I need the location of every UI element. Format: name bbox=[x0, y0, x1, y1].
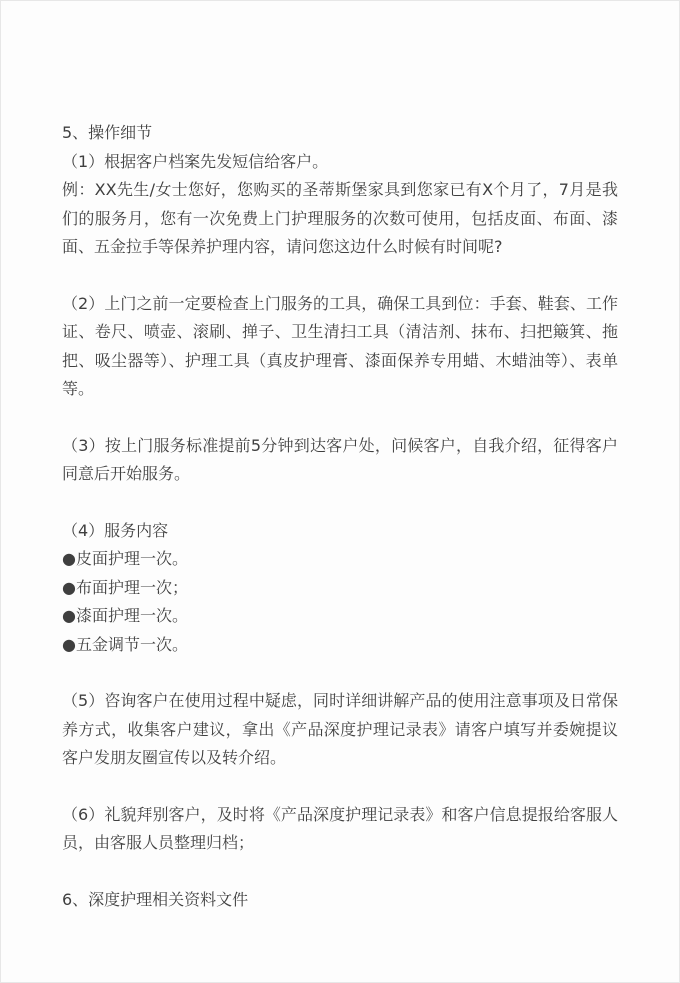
service-item-paint: ●漆面护理一次。 bbox=[62, 606, 188, 625]
step-5-paragraph: （5）咨询客户在使用过程中疑虑，同时详细讲解产品的使用注意事项及日常保养方式，收集客户建议，拿出《产品深度护理记录表》请客户填写并委婉提议客户发朋友圈宣传以及转介绍。 bbox=[62, 691, 618, 767]
step-2-paragraph: （2）上门之前一定要检查上门服务的工具，确保工具到位：手套、鞋套、工作证、卷尺、喷壶、滚刷、掸子、卫生清扫工具（清洁剂、抹布、扫把簸箕、拖把、吸尘器等）、护理工具（真皮护理膏、漆面保养专用蜡、木蜡油等）、表单等。 bbox=[62, 293, 618, 398]
step-3-paragraph: （3）按上门服务标准提前5分钟到达客户处，问候客户，自我介绍，征得客户同意后开始服务。 bbox=[62, 435, 618, 483]
section-heading-5: 5、操作细节 bbox=[62, 123, 153, 142]
section-heading-6: 6、深度护理相关资料文件 bbox=[62, 889, 249, 909]
service-item-fabric: ●布面护理一次； bbox=[62, 577, 188, 597]
service-item-hardware: ●五金调节一次。 bbox=[62, 634, 188, 654]
step-6-paragraph: （6）礼貌拜别客户，及时将《产品深度护理记录表》和客户信息提报给客服人员，由客服人员整理归档； bbox=[62, 804, 618, 852]
sms-example-paragraph: 例：XX先生/女士您好，您购买的圣蒂斯堡家具到您家已有X个月了，7月是我们的服务月，您有一次免费上门护理服务的次数可使用，包括皮面、布面、漆面、五金拉手等保养护理内容，请问您这边什么时候有时间呢? bbox=[62, 180, 618, 256]
step-1-paragraph: （1）根据客户档案先发短信给客户。 bbox=[62, 151, 329, 171]
service-item-leather: ●皮面护理一次。 bbox=[62, 549, 188, 568]
step-4-heading: （4）服务内容 bbox=[62, 520, 169, 540]
